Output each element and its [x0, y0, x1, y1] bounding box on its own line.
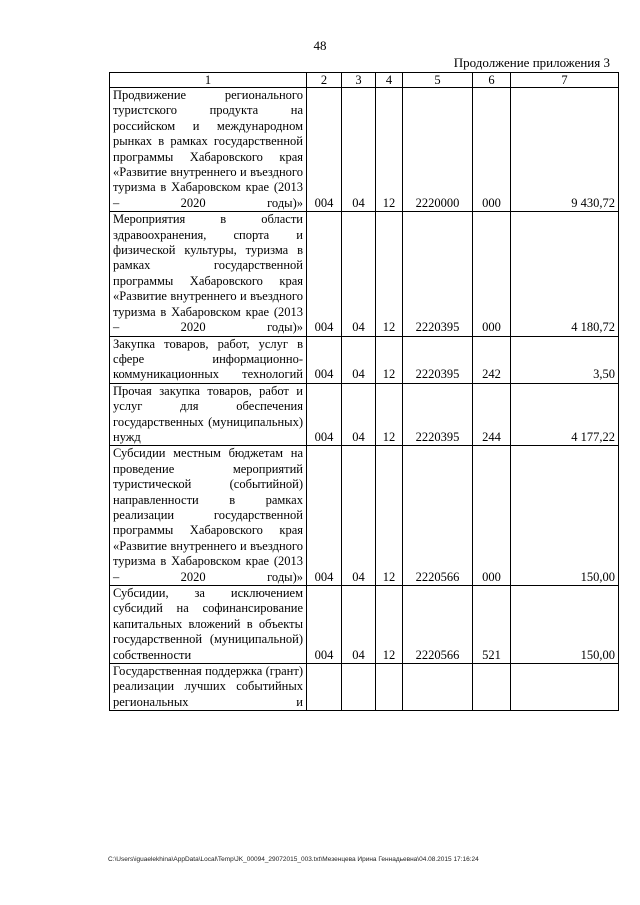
col-header-2: 2: [307, 73, 342, 88]
cell-c5: 2220395: [403, 212, 473, 336]
cell-c5: 2220395: [403, 383, 473, 446]
col-header-6: 6: [473, 73, 511, 88]
cell-c4: [376, 664, 403, 711]
row-description: Субсидии, за исключением субсидий на софинансирование капитальных вложений в объекты государственной (муниципальной) собственности: [110, 586, 307, 664]
table-row: [110, 383, 619, 446]
cell-c4: 12: [376, 336, 403, 383]
cell-c6: 521: [473, 586, 511, 664]
cell-c6: 242: [473, 336, 511, 383]
cell-c7: [511, 664, 619, 711]
row-description: Продвижение регионального туристского продукта на российском и международном рынках в рамках государственной программы Хабаровского края «Развитие внутреннего и въездного туризма в Хабаровском крае (2013 – 2020 годы)»: [110, 88, 307, 212]
cell-c4: 12: [376, 446, 403, 586]
table-row: [110, 212, 619, 336]
cell-c3: 04: [342, 586, 376, 664]
table-row: [110, 88, 619, 212]
cell-c3: 04: [342, 336, 376, 383]
cell-c7: 150,00: [511, 586, 619, 664]
row-description: Закупка товаров, работ, услуг в сфере информационно-коммуникационных технологий: [110, 336, 307, 383]
continuation-label: Продолжение приложения 3: [453, 55, 610, 70]
cell-c6: 244: [473, 383, 511, 446]
cell-c6: 000: [473, 446, 511, 586]
table-row: [110, 336, 619, 383]
cell-c4: 12: [376, 383, 403, 446]
cell-c6: [473, 664, 511, 711]
cell-c4: 12: [376, 586, 403, 664]
cell-c6: 000: [473, 88, 511, 212]
col-header-7: 7: [511, 73, 619, 88]
cell-c7: 4 177,22: [511, 383, 619, 446]
col-header-4: 4: [376, 73, 403, 88]
row-description: Прочая закупка товаров, работ и услуг для обеспечения государственных (муниципальных) нужд: [110, 383, 307, 446]
cell-c2: 004: [307, 446, 342, 586]
cell-c7: 9 430,72: [511, 88, 619, 212]
cell-c3: [342, 664, 376, 711]
cell-c6: 000: [473, 212, 511, 336]
cell-c5: 2220395: [403, 336, 473, 383]
cell-c3: 04: [342, 446, 376, 586]
cell-c3: 04: [342, 212, 376, 336]
header-row: [110, 73, 619, 88]
cell-c2: 004: [307, 383, 342, 446]
cell-c2: 004: [307, 336, 342, 383]
cell-c2: 004: [307, 88, 342, 212]
cell-c2: 004: [307, 586, 342, 664]
cell-c5: 2220566: [403, 446, 473, 586]
cell-c7: 3,50: [511, 336, 619, 383]
cell-c2: 004: [307, 212, 342, 336]
cell-c4: 12: [376, 212, 403, 336]
file-path-footer: C:\Users\iguaelekhina\AppData\Local\Temp\JK_00094_29072015_003.txt\Мезенцева Ирина Геннадьевна\04.08.2015 17:16:24: [108, 856, 479, 863]
page-number: 48: [313, 38, 327, 53]
cell-c3: 04: [342, 88, 376, 212]
cell-c5: 2220000: [403, 88, 473, 212]
budget-table: [109, 72, 619, 711]
cell-c5: 2220566: [403, 586, 473, 664]
cell-c7: 4 180,72: [511, 212, 619, 336]
cell-c5: [403, 664, 473, 711]
col-header-3: 3: [342, 73, 376, 88]
cell-c7: 150,00: [511, 446, 619, 586]
table-row: [110, 664, 619, 711]
cell-c4: 12: [376, 88, 403, 212]
table-row: [110, 446, 619, 586]
table-row: [110, 586, 619, 664]
col-header-1: 1: [110, 73, 307, 88]
cell-c2: [307, 664, 342, 711]
row-description: Субсидии местным бюджетам на проведение мероприятий туристической (событийной) направленности в рамках реализации государственной программы Хабаровского края «Развитие внутреннего и въездного туризма в Хабаровском крае (2013 – 2020 годы)»: [110, 446, 307, 586]
cell-c3: 04: [342, 383, 376, 446]
row-description: Мероприятия в области здравоохранения, спорта и физической культуры, туризма в рамках государственной программы Хабаровского края «Развитие внутреннего и въездного туризма в Хабаровском крае (2013 – 2020 годы)»: [110, 212, 307, 336]
col-header-5: 5: [403, 73, 473, 88]
row-description: Государственная поддержка (грант) реализации лучших событийных региональных и: [110, 664, 307, 711]
